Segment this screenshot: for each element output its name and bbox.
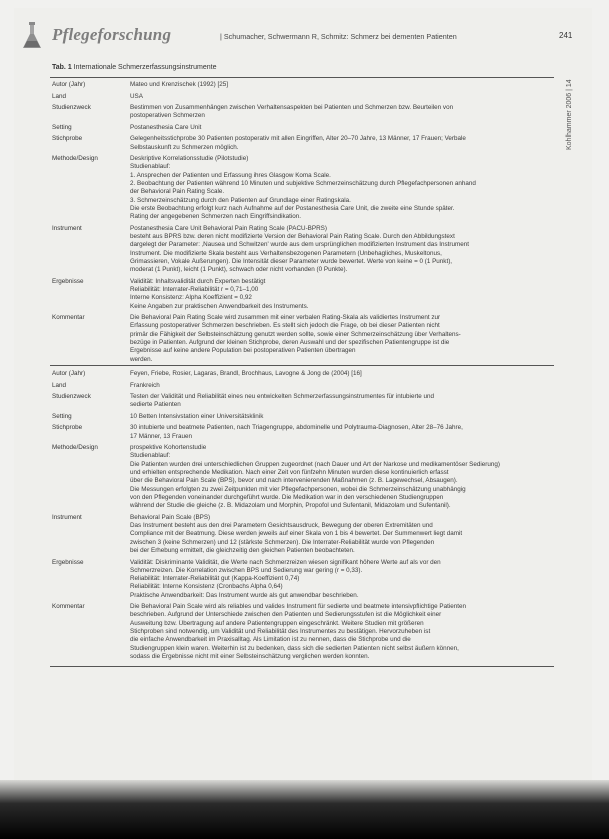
row-value-line: und erhielten entsprechende Medikation. Nach einer Zeit von fünfzehn Minuten wurden diese kontinuierlich erfasst: [130, 469, 449, 477]
row-label: Setting: [52, 412, 72, 420]
row-value: [130, 278, 554, 311]
row-value-line: sedierte Patienten: [130, 401, 181, 409]
row-value-line: prospektive Kohortenstudie: [130, 444, 207, 452]
row-value-line: primär die Fähigkeit der Selbsteinschätzung genutzt werden sollte, sowie einer Schmerzeinschätzung über Verhaltens-: [130, 330, 461, 338]
row-value-line: Compliance mit der Beatmung. Diese werden jeweils auf einer Skala von 1 bis 4 bewertet. Der Summenwert liegt damit: [130, 530, 463, 538]
row-value: [130, 93, 554, 101]
row-value-line: Die Patienten wurden drei unterschiedlichen Gruppen zugeordnet (nach Dauer und Art der Narkose und medikamentöser Sedierung): [130, 460, 500, 468]
row-label: Kommentar: [52, 603, 85, 611]
row-value: [130, 382, 554, 390]
row-label: Ergebnisse: [52, 558, 84, 566]
row-value: [130, 155, 554, 221]
row-value-line: Validität: Diskriminante Validität, die Werte nach Schmerzreizen wiesen signifikant höhere Werte auf als vor den: [130, 558, 441, 566]
row-label: Instrument: [52, 224, 82, 232]
row-value: [130, 104, 554, 121]
row-value-line: USA: [130, 92, 143, 100]
row-value-line: von den Pflegenden voneinander durchgeführt wurde. Die Medikation war in den verschiedenen Studiengruppen: [130, 493, 444, 501]
row-value-line: Gelegenheitsstichprobe 30 Patienten postoperativ mit allen Eingriffen, Alter 20–70 Jahre, 13 Männer, 17 Frauen; Verbale: [130, 135, 466, 143]
row-value-line: Studienablauf:: [130, 452, 171, 460]
row-value-line: beschrieben. Aufgrund der Unterschiede zwischen den Patienten und Sedierungsstufen ist die Möglichkeit einer: [130, 611, 442, 619]
running-head: | Schumacher, Schwermann R, Schmitz: Schmerz bei dementen Patienten: [220, 32, 457, 41]
table-rule: [50, 77, 554, 78]
row-label: Ergebnisse: [52, 277, 84, 285]
row-value-line: 1. Ansprechen der Patienten und Erfassung ihres Glasgow Koma Scale.: [130, 171, 331, 179]
row-value: [130, 225, 554, 275]
row-value: [130, 603, 554, 661]
row-value-line: Praktische Anwendbarkeit: Das Instrument wurde als gut anwendbar beschrieben.: [130, 591, 359, 599]
row-value-line: 10 Betten Intensivstation einer Universitätsklinik: [130, 412, 264, 420]
row-label: Autor (Jahr): [52, 81, 86, 88]
row-value-line: 3. Schmerzeinschätzung durch den Patienten auf Grundlage einer Ratingskala.: [130, 196, 351, 204]
row-label: Studienzweck: [52, 104, 91, 111]
row-value-line: Das Instrument besteht aus den drei Parametern Gesichtsausdruck, Bewegung der oberen Extremitäten und: [130, 522, 433, 530]
row-value-line: Interne Konsistenz: Alpha Koeffizient = 0,92: [130, 294, 252, 302]
row-value-line: 17 Männer, 13 Frauen: [130, 432, 192, 440]
row-value-line: Ergebnisse auf keine andere Population bei postoperativen Patienten übertragen: [130, 347, 356, 355]
row-value-line: 30 intubierte und beatmete Patienten, nach Triagengruppe, abdominelle und Polytrauma-Diagnosen, Alter 28–76 Jahre,: [130, 424, 463, 432]
row-value-line: bei der Erhebung ermittelt, die gleichzeitig den gleichen Patienten beobachteten.: [130, 546, 355, 554]
row-value-line: Studiengruppen klein waren. Weiterhin ist zu bedenken, dass sich die sedierten Patienten nicht selbst äußern können,: [130, 644, 459, 652]
row-label: Setting: [52, 123, 72, 131]
row-value-line: Reliabilität: Interne Konsistenz (Cronbachs Alpha 0,64): [130, 583, 283, 591]
row-value-line: Schmerzreizen. Die Korrelation zwischen BPS und Sedierung war gering (r = 0,33).: [130, 566, 363, 574]
row-value: [130, 81, 554, 89]
row-value: [130, 314, 554, 364]
row-value: [130, 135, 554, 152]
row-value-line: dargelegt der Parameter: ‚Nausea und Schwitzen' wurde aus dem ursprünglichen modifizierten Instrument das Instrument: [130, 241, 469, 249]
row-value-line: Instrument. Die modifizierte Skala besteht aus Verhaltensbezogenen Parametern (Unbehagliches, Muskeltonus,: [130, 249, 442, 257]
row-value-line: Die Messungen erfolgten zu zwei Zeitpunkten mit vier Pflegefachpersonen, wobei die Schmerzeinschätzung unabhängig: [130, 485, 466, 493]
table-caption: [52, 64, 216, 71]
row-value-line: Behavioral Pain Scale (BPS): [130, 513, 211, 521]
row-value-line: Studienablauf:: [130, 163, 171, 171]
journal-logo-text: Pflegeforschung: [52, 25, 172, 44]
row-value: [130, 444, 554, 510]
row-label: Land: [52, 381, 67, 389]
row-value-line: Validität: Inhaltsvalidität durch Experten bestätigt: [130, 277, 266, 285]
row-label: Stichprobe: [52, 424, 83, 432]
row-label: Studienzweck: [52, 393, 91, 401]
row-value-line: die einfache Anwendbarkeit im Praxisalltag. Als Limitation ist zu nennen, dass die Stichprobe und die: [130, 636, 411, 644]
row-label: Stichprobe: [52, 135, 83, 143]
row-value: [130, 370, 554, 378]
row-value-line: Erfassung postoperativer Schmerzen beschrieben. Es stellt sich jedoch die Frage, ob bei dieser Patienten nicht: [130, 322, 440, 330]
row-value-line: sodass die Ergebnisse nicht mit einer Selbsteinschätzung verglichen werden konnten.: [130, 652, 370, 660]
scan-bottom-edge: [0, 780, 609, 839]
row-value-line: Postanesthesia Care Unit: [130, 123, 202, 131]
row-label: Methode/Design: [52, 155, 98, 163]
side-note: [566, 72, 578, 152]
row-value-line: Stichproben sind notwendig, um Validität und Reliabilität des Instrumentes zu bestätigen. Hervorzuheben ist: [130, 628, 431, 636]
row-label: Autor (Jahr): [52, 370, 86, 378]
table-caption-label: Tab. 1: [52, 64, 72, 71]
row-value-line: Frankreich: [130, 381, 160, 389]
row-value-line: Ausweitung bzw. Übertragung auf andere Patientengruppen eingeschränkt. Weitere Studien mit größeren: [130, 619, 424, 627]
row-value-line: 2. Beobachtung der Patienten während 10 Minuten und subjektive Schmerzeinschätzung durch Pflegefachpersonen anhand: [130, 179, 476, 187]
row-value-line: werden.: [130, 355, 153, 363]
row-value-line: Bestimmen von Zusammenhängen zwischen Verhaltensaspekten bei Patienten und Schmerzen bzw. Beurteilen von: [130, 104, 454, 111]
row-value-line: der Behavioral Pain Rating Scale.: [130, 188, 225, 196]
row-value: [130, 393, 554, 410]
row-value-line: moderat (1 Punkt), leicht (1 Punkt), schwach oder nicht vorhanden (0 Punkte).: [130, 266, 348, 274]
row-value-line: besteht aus BPRS bzw. deren nicht modifizierte Version der Behavioral Pain Rating Scale. Durch den Abbildungstext: [130, 232, 455, 240]
row-value-line: postoperativen Schmerzen: [130, 112, 205, 120]
flask-logo-icon: [22, 22, 42, 50]
row-value: [130, 424, 554, 441]
row-value: [130, 124, 554, 132]
row-value-line: bezüge in Patienten. Aufgrund der kleinen Stichprobe, deren Auswahl und der spezifischen Patientengruppe ist die: [130, 338, 450, 346]
row-label: Land: [52, 92, 67, 100]
row-value-line: Reliabilität: Interrater-Reliabilität r = 0,71–1,00: [130, 285, 259, 293]
row-value-line: Testen der Validität und Reliabilität eines neu entwickelten Schmerzerfassungsinstrumentes für intubierte und: [130, 393, 435, 401]
row-label: Kommentar: [52, 314, 85, 322]
row-value-line: Feyen, Friebe, Rosier, Lagaras, Brandl, Brochhaus, Lavogne & Jong de (2004) [16]: [130, 370, 362, 378]
row-value-line: Deskriptive Korrelationsstudie (Pilotstudie): [130, 155, 249, 163]
page-number: 241: [559, 31, 573, 40]
table-caption-text: Internationale Schmerzerfassungsinstrumente: [73, 64, 217, 71]
row-value-line: Keine Angaben zur praktischen Anwendbarkeit des Instruments.: [130, 302, 309, 310]
row-value-line: Mateo und Krenzischek (1992) [25]: [130, 81, 229, 88]
row-value-line: Selbstauskunft zu Schmerzen möglich.: [130, 143, 239, 151]
row-label: Methode/Design: [52, 444, 98, 452]
row-value-line: Rating der angegebenen Schmerzen nach Eingriffsindikation.: [130, 213, 302, 221]
row-label: Instrument: [52, 513, 82, 521]
row-value-line: Die Behavioral Pain Rating Scale wird zusammen mit einer verbalen Rating-Skala als validiertes Instrument zur: [130, 314, 441, 322]
row-value: [130, 413, 554, 421]
row-value-line: Grimassieren, Vokale Äußerungen). Die Intensität dieser Parameter wurde bewertet. Werte von keine = 0 (1 Punkt),: [130, 257, 453, 265]
side-note-text: Kohlhammer 2006 | 14: [566, 79, 573, 150]
row-value-line: über die Behavioral Pain Scale (BPS), bevor und nach intervenierenden Maßnahmen (z. B. Lagewechsel, Absaugen).: [130, 477, 458, 485]
row-value-line: Reliabilität: Interrater-Reliabilität gut (Kappa-Koeffizient 0,74): [130, 575, 300, 583]
row-value: [130, 559, 554, 600]
row-value-line: zwischen 3 (keine Schmerzen) und 12 (stärkste Schmerzen). Die Interrater-Reliabilität wurde von Pflegenden: [130, 538, 435, 546]
row-value-line: Die Behavioral Pain Scale wird als reliables und valides Instrument für sedierte und beatmete intensivpflichtige Patienten: [130, 603, 467, 611]
row-value-line: Die erste Beobachtung erfolgt kurz nach Aufnahme auf der Postanesthesia Care Unit, die zweite eine Stunde später.: [130, 204, 455, 212]
row-value-line: während der Studie die gleiche (z. B. Midazolam und Morphin, Propofol und Sufentanil, Midazolam und Sufentanil).: [130, 502, 451, 510]
table-rule: [50, 666, 554, 667]
table-rule: [50, 365, 554, 366]
row-value-line: Postanesthesia Care Unit Behavioral Pain Rating Scale (PACU-BPRS): [130, 224, 327, 232]
page-header: [14, 22, 574, 50]
row-value: [130, 514, 554, 555]
